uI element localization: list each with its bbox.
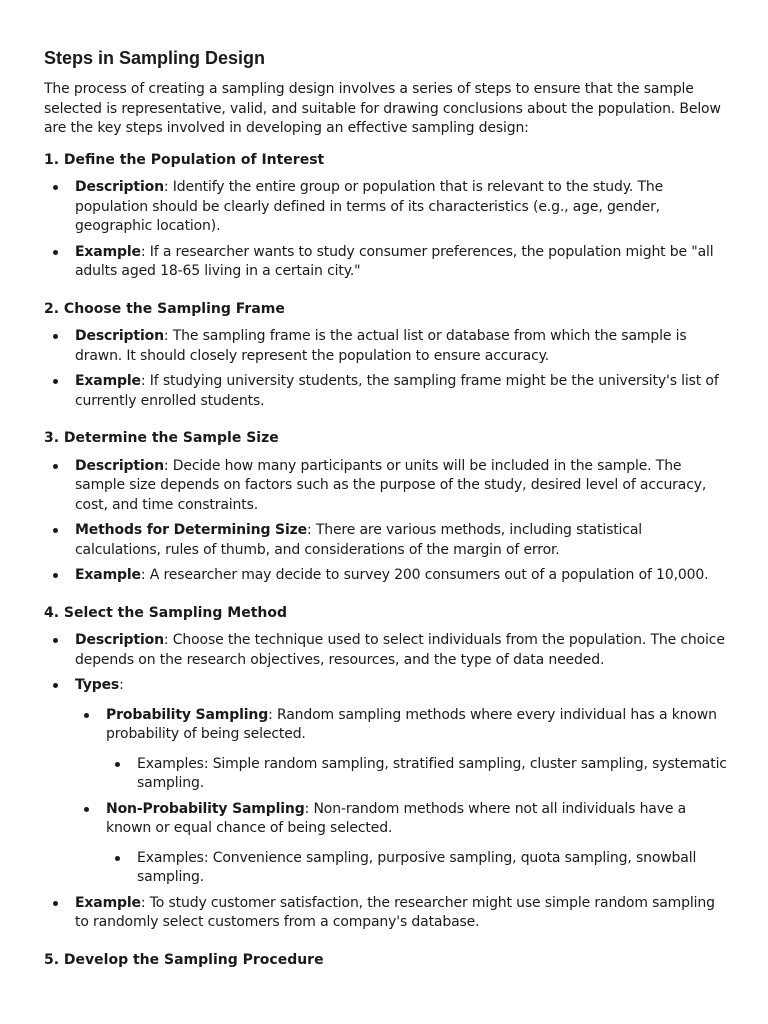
item-label: Description [75,179,164,195]
page-title: Steps in Sampling Design [44,48,266,68]
item-text: : The sampling frame is the actual list or database from which the sample is drawn. It should closely represent the population to ensure accuracy. [75,328,687,364]
item-label: Probability Sampling [106,706,269,723]
item-label: Description [75,632,164,648]
section-list-sampling-method [44,631,728,933]
list-item [44,327,728,366]
list-item [44,521,728,560]
list-item-types [44,676,728,888]
section-list-sampling-frame [44,327,728,411]
item-text: : Non-random methods where not all individuals have a known or equal chance of being selected. [106,800,687,836]
list-item [44,243,728,282]
item-label: Example [75,894,141,911]
item-text: : A researcher may decide to survey 200 consumers out of a population of 10,000. [140,567,709,583]
probability-examples-list [106,755,728,794]
item-text: : If studying university students, the sampling frame might be the university's list of currently enrolled students. [75,373,719,409]
item-text: : Choose the technique used to select individuals from the population. The choice depends on the research objectives, resources, and the type of data needed. [75,632,725,668]
item-label: Example [75,243,141,260]
examples-item: Examples: Convenience sampling, purposive sampling, quota sampling, snowball sampling. [106,849,728,888]
list-item [44,457,728,516]
intro-paragraph: The process of creating a sampling design involves a series of steps to ensure that the sample selected is representative, valid, and suitable for drawing conclusions about the population. Below are the key steps involved in developing an effective sampling design: [44,81,721,136]
types-sublist [75,706,728,888]
document-page [44,46,728,978]
sublist-item-non-probability [75,800,728,888]
list-item [44,178,728,237]
list-item [44,894,728,933]
list-item [44,631,728,670]
item-label: Non-Probability Sampling [106,800,305,817]
section-heading-sampling-procedure: 5. Develop the Sampling Procedure [44,951,324,968]
item-text: : [119,677,124,693]
item-text: : If a researcher wants to study consumer preferences, the population might be "all adults aged 18-65 living in a certain city." [75,243,714,279]
item-text: : Identify the entire group or population that is relevant to the study. The population should be clearly defined in terms of its characteristics (e.g., age, gender, geographic location). [75,179,664,234]
item-label: Methods for Determining Size [75,522,307,538]
section-heading-sample-size: 3. Determine the Sample Size [44,430,279,446]
section-list-sample-size [44,457,728,586]
section-heading-define-population: 1. Define the Population of Interest [44,151,325,168]
section-heading-sampling-method: 4. Select the Sampling Method [44,604,288,621]
list-item [44,372,728,411]
item-text: : Random sampling methods where every individual has a known probability of being selected. [106,706,717,742]
section-heading-sampling-frame: 2. Choose the Sampling Frame [44,300,285,317]
item-label: Description [75,457,164,474]
list-item [44,566,728,586]
item-text: : To study customer satisfaction, the researcher might use simple random sampling to randomly select customers from a company's database. [75,894,715,930]
section-list-define-population [44,178,728,282]
item-label: Description [75,328,164,344]
item-label: Example [75,567,141,583]
item-text: : Decide how many participants or units will be included in the sample. The sample size depends on factors such as the purpose of the study, desired level of accuracy, cost, and time constraints. [75,457,707,513]
item-label: Example [75,373,141,389]
sublist-item-probability [75,706,728,794]
non-probability-examples-list [106,849,728,888]
item-label: Types [75,677,120,693]
item-text: : There are various methods, including statistical calculations, rules of thumb, and considerations of the margin of error. [75,522,643,558]
examples-item: Examples: Simple random sampling, stratified sampling, cluster sampling, systematic sampling. [106,755,728,794]
